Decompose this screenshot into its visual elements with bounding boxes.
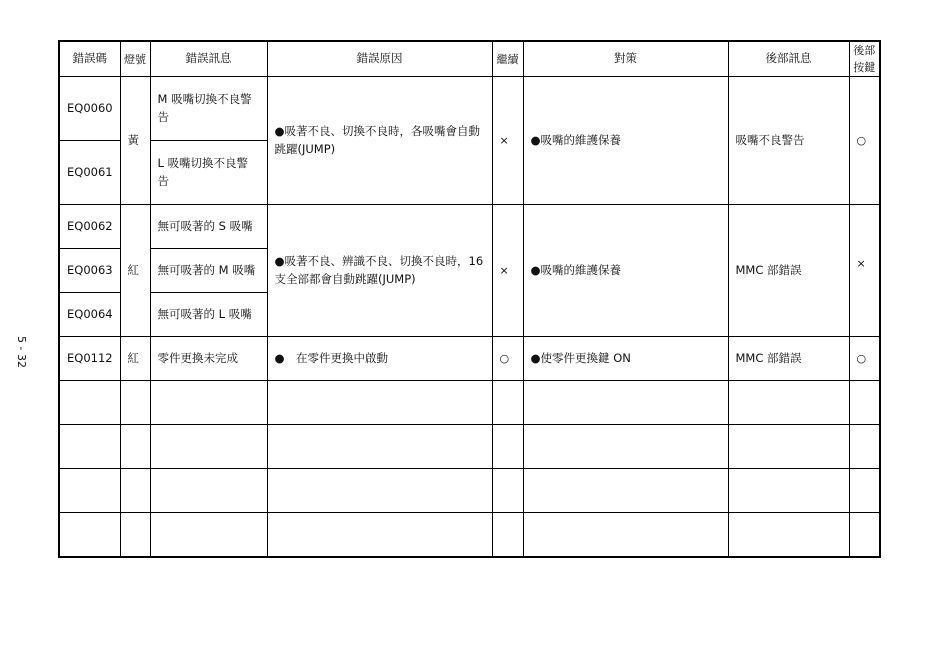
- header-error-code: 錯誤碼: [59, 41, 120, 77]
- rear-message-cell: MMC 部錯誤: [728, 205, 849, 337]
- empty-row: [59, 425, 880, 469]
- error-cause-cell: ● 在零件更換中啟動: [267, 337, 492, 381]
- table-row: [59, 337, 880, 381]
- page-number: 5 - 32: [15, 336, 28, 368]
- continue-cell: ×: [492, 77, 523, 205]
- lamp-cell: 紅: [120, 337, 150, 381]
- error-message-cell: 無可吸著的 S 吸嘴: [150, 205, 267, 249]
- rear-key-cell: ×: [849, 205, 880, 337]
- table-row: [59, 77, 880, 141]
- rear-message-cell: 吸嘴不良警告: [728, 77, 849, 205]
- rear-message-cell: MMC 部錯誤: [728, 337, 849, 381]
- countermeasure-cell: ●使零件更換鍵 ON: [523, 337, 728, 381]
- header-row: [59, 41, 880, 77]
- error-code-cell: EQ0112: [59, 337, 120, 381]
- header-countermeasure: 對策: [523, 41, 728, 77]
- empty-row: [59, 381, 880, 425]
- error-message-cell: 零件更換未完成: [150, 337, 267, 381]
- table-row: [59, 205, 880, 249]
- error-cause-cell: ●吸著不良、切換不良時，各吸嘴會自動跳躍(JUMP): [267, 77, 492, 205]
- header-rear-key: 後部按鍵: [849, 41, 880, 77]
- empty-row: [59, 513, 880, 557]
- error-code-cell: EQ0063: [59, 249, 120, 293]
- error-code-cell: EQ0062: [59, 205, 120, 249]
- header-error-cause: 錯誤原因: [267, 41, 492, 77]
- header-rear-message: 後部訊息: [728, 41, 849, 77]
- error-code-table: [58, 40, 881, 558]
- error-message-cell: 無可吸著的 M 吸嘴: [150, 249, 267, 293]
- error-code-cell: EQ0064: [59, 293, 120, 337]
- error-message-cell: L 吸嘴切換不良警告: [150, 141, 267, 205]
- header-continue: 繼續: [492, 41, 523, 77]
- countermeasure-cell: ●吸嘴的維護保養: [523, 205, 728, 337]
- error-message-cell: M 吸嘴切換不良警告: [150, 77, 267, 141]
- error-message-cell: 無可吸著的 L 吸嘴: [150, 293, 267, 337]
- continue-cell: ○: [492, 337, 523, 381]
- header-error-message: 錯誤訊息: [150, 41, 267, 77]
- empty-row: [59, 469, 880, 513]
- lamp-cell: 紅: [120, 205, 150, 337]
- error-cause-cell: ●吸著不良、辨識不良、切換不良時，16 支全部都會自動跳躍(JUMP): [267, 205, 492, 337]
- countermeasure-cell: ●吸嘴的維護保養: [523, 77, 728, 205]
- continue-cell: ×: [492, 205, 523, 337]
- error-code-cell: EQ0060: [59, 77, 120, 141]
- rear-key-cell: ○: [849, 337, 880, 381]
- header-lamp: 燈號: [120, 41, 150, 77]
- error-code-cell: EQ0061: [59, 141, 120, 205]
- lamp-cell: 黃: [120, 77, 150, 205]
- rear-key-cell: ○: [849, 77, 880, 205]
